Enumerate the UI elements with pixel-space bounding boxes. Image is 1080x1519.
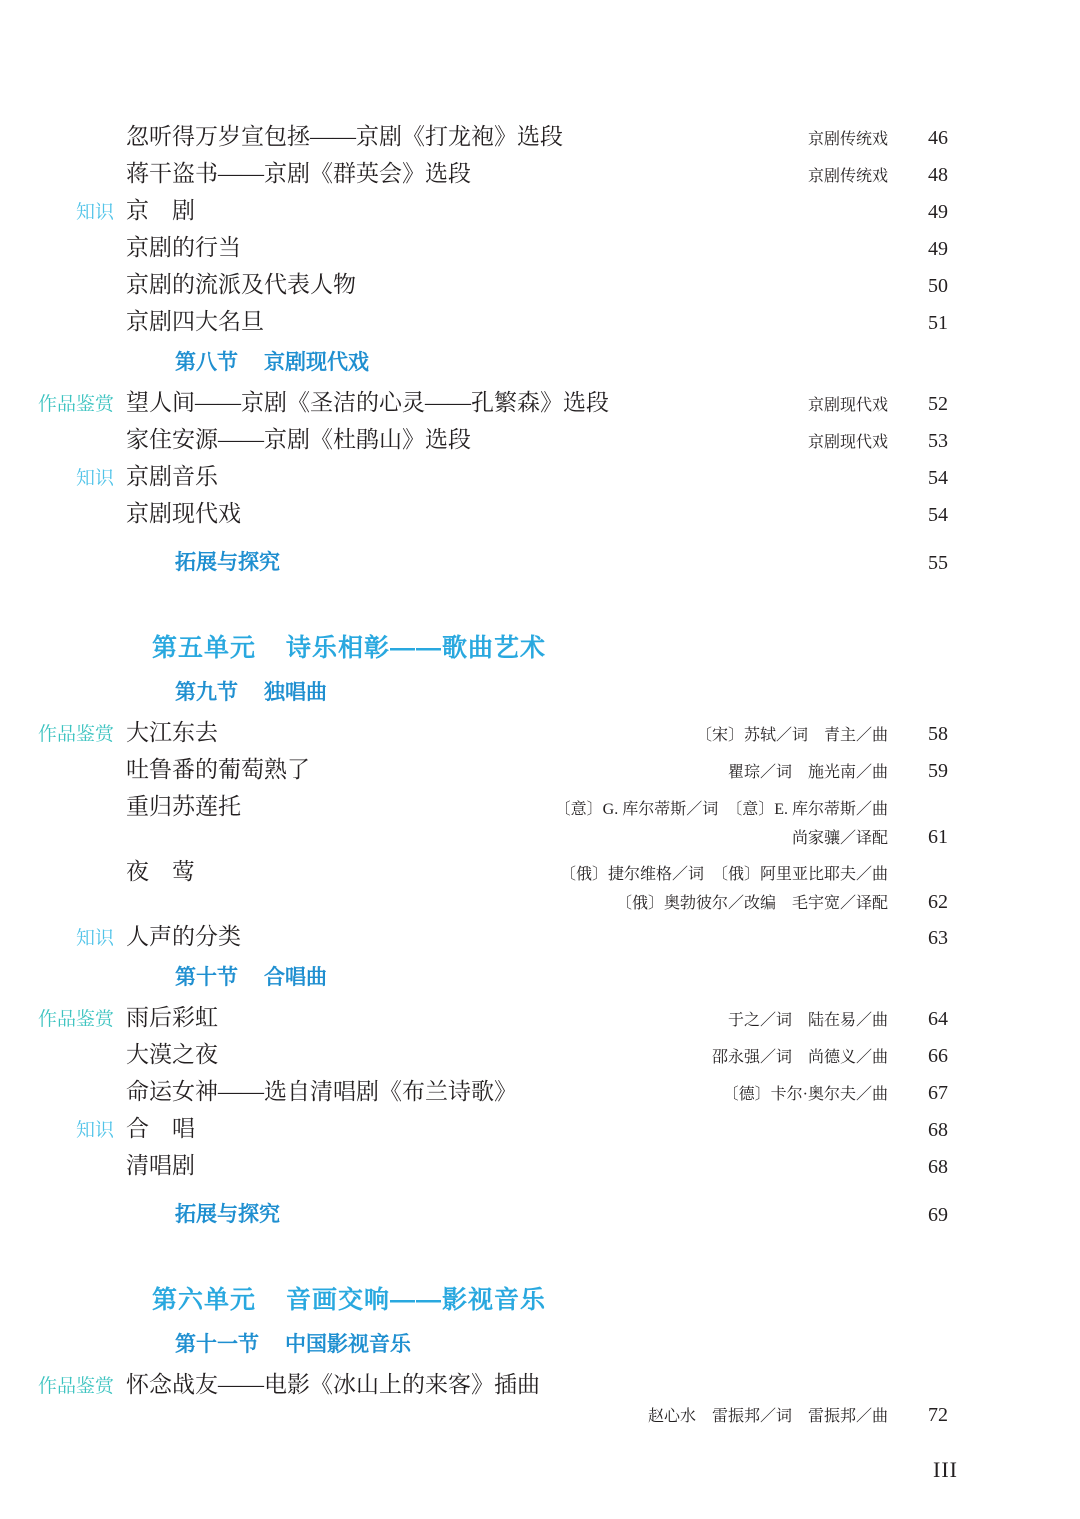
toc-entry-title: 人声的分类: [126, 924, 241, 949]
toc-entry-title: 雨后彩虹: [126, 1005, 218, 1030]
toc-entry-title: 忽听得万岁宣包拯——京剧《打龙袍》选段: [126, 124, 563, 149]
toc-entry-continuation: [0, 890, 1080, 914]
toc-entry-meta: 于之／词 陆在易／曲: [727, 1012, 888, 1029]
toc-entry-title: 京剧音乐: [126, 464, 218, 489]
toc-entry[interactable]: [0, 918, 1080, 951]
toc-entry[interactable]: [0, 192, 1080, 225]
toc-entry[interactable]: [0, 155, 1080, 188]
toc-entry-tag: 知识: [75, 1120, 114, 1141]
toc-section-label: 第九节: [175, 681, 238, 704]
toc-section-heading[interactable]: [0, 961, 1080, 991]
toc-entry[interactable]: [0, 495, 1080, 528]
toc-entry-page: 49: [928, 238, 948, 260]
toc-entry-title: 京剧四大名旦: [126, 309, 264, 334]
toc-section-title: 中国影视音乐: [285, 1333, 411, 1356]
toc-entry[interactable]: [0, 714, 1080, 747]
toc-entry-title: 夜 莺: [126, 859, 195, 884]
toc-entry-page: 54: [928, 467, 948, 489]
toc-entry-meta: 京剧现代戏: [807, 397, 888, 414]
toc-entry-tag: 知识: [75, 468, 114, 489]
toc-entry-page: 49: [928, 201, 948, 223]
toc-unit-label: 第五单元: [152, 634, 257, 662]
toc-entry[interactable]: [0, 384, 1080, 417]
toc-entry-page: 48: [928, 164, 948, 186]
toc-section-label: 第十一节: [175, 1333, 259, 1356]
toc-entry-tag: 作品鉴赏: [37, 394, 114, 415]
toc-entry-tag: 知识: [75, 202, 114, 223]
toc-entry-title: 京 剧: [126, 198, 195, 223]
table-of-contents: [0, 118, 1080, 1431]
toc-entry-title: 京剧的流派及代表人物: [126, 272, 356, 297]
toc-entry-page: 52: [928, 393, 948, 415]
toc-entry-page: 68: [928, 1156, 948, 1178]
toc-entry-tag: 作品鉴赏: [37, 1009, 114, 1030]
toc-entry-meta: 京剧传统戏: [807, 131, 888, 148]
toc-entry-title: 重归苏莲托: [126, 794, 241, 819]
toc-entry-page: 66: [928, 1045, 948, 1067]
toc-entry-page: 46: [928, 127, 948, 149]
toc-entry-page: 67: [928, 1082, 948, 1104]
toc-entry-title: 望人间——京剧《圣洁的心灵——孔繁森》选段: [126, 390, 609, 415]
toc-unit-heading[interactable]: [0, 1280, 1080, 1316]
toc-entry[interactable]: [0, 229, 1080, 262]
toc-entry[interactable]: [0, 266, 1080, 299]
toc-entry[interactable]: [0, 1147, 1080, 1180]
toc-entry-title: 命运女神——选自清唱剧《布兰诗歌》: [126, 1079, 517, 1104]
toc-entry-title: 清唱剧: [126, 1153, 195, 1178]
toc-entry-page: 61: [928, 826, 948, 848]
toc-entry-title: 京剧的行当: [126, 235, 241, 260]
toc-entry-page: 63: [928, 927, 948, 949]
toc-entry-meta: 〔俄〕捷尔维格／词 〔俄〕阿里亚比耶夫／曲: [559, 866, 888, 883]
toc-entry-page: 53: [928, 430, 948, 452]
toc-section-heading[interactable]: [0, 676, 1080, 706]
toc-extension-page: 69: [928, 1204, 948, 1226]
toc-entry-meta: 瞿琮／词 施光南／曲: [727, 764, 888, 781]
toc-entry-meta: 邵永强／词 尚德义／曲: [711, 1049, 888, 1066]
toc-entry[interactable]: [0, 303, 1080, 336]
toc-entry-tag: 知识: [75, 928, 114, 949]
toc-entry-page: 50: [928, 275, 948, 297]
toc-entry[interactable]: [0, 1036, 1080, 1069]
toc-extension-row[interactable]: [0, 1198, 1080, 1228]
toc-section-title: 京剧现代戏: [264, 351, 369, 374]
toc-entry-title: 家住安源——京剧《杜鹃山》选段: [126, 427, 471, 452]
toc-entry-page: 58: [928, 723, 948, 745]
toc-entry-page: 54: [928, 504, 948, 526]
toc-entry-continuation: [0, 1403, 1080, 1427]
toc-entry-meta: 〔意〕G. 库尔蒂斯／词 〔意〕E. 库尔蒂斯／曲: [554, 801, 888, 818]
toc-entry-meta: 京剧现代戏: [807, 434, 888, 451]
toc-extension-row[interactable]: [0, 546, 1080, 576]
toc-entry-meta: 〔宋〕苏轼／词 青主／曲: [695, 727, 888, 744]
toc-entry-page: 59: [928, 760, 948, 782]
toc-entry-page: 64: [928, 1008, 948, 1030]
toc-entry-page: 51: [928, 312, 948, 334]
toc-entry[interactable]: [0, 421, 1080, 454]
toc-entry-title: 大江东去: [126, 720, 218, 745]
toc-entry-continuation: [0, 825, 1080, 849]
folio-page-number: III: [933, 1457, 958, 1482]
toc-section-label: 第十节: [175, 966, 238, 989]
toc-entry-meta: 〔德〕卡尔·奥尔夫／曲: [722, 1086, 888, 1103]
toc-entry-meta: 赵心水 雷振邦／词 雷振邦／曲: [647, 1408, 888, 1425]
toc-unit-title: 音画交响——影视音乐: [286, 1286, 547, 1314]
toc-entry-title: 大漠之夜: [126, 1042, 218, 1067]
toc-extension-title: 拓展与探究: [175, 551, 280, 574]
toc-unit-title: 诗乐相彰——歌曲艺术: [286, 634, 547, 662]
toc-entry[interactable]: [0, 1073, 1080, 1106]
toc-entry-title: 合 唱: [126, 1116, 195, 1141]
toc-entry[interactable]: [0, 118, 1080, 151]
toc-entry[interactable]: [0, 788, 1080, 821]
toc-entry-meta: 京剧传统戏: [807, 168, 888, 185]
toc-entry-page: 72: [928, 1404, 948, 1426]
toc-entry-page: 62: [928, 891, 948, 913]
toc-entry[interactable]: [0, 999, 1080, 1032]
toc-section-heading[interactable]: [0, 346, 1080, 376]
toc-entry-title: 蒋干盗书——京剧《群英会》选段: [126, 161, 471, 186]
toc-entry[interactable]: [0, 1110, 1080, 1143]
toc-unit-label: 第六单元: [152, 1286, 257, 1314]
toc-extension-title: 拓展与探究: [175, 1203, 280, 1226]
toc-entry-title: 京剧现代戏: [126, 501, 241, 526]
toc-section-label: 第八节: [175, 351, 238, 374]
toc-entry-meta: 〔俄〕奥勃彼尔／改编 毛宇宽／译配: [615, 895, 888, 912]
toc-entry-tag: 作品鉴赏: [37, 1376, 114, 1397]
toc-entry-page: 68: [928, 1119, 948, 1141]
toc-entry-title: 吐鲁番的葡萄熟了: [126, 757, 310, 782]
toc-entry[interactable]: [0, 751, 1080, 784]
toc-section-title: 独唱曲: [264, 681, 327, 704]
toc-entry[interactable]: [0, 458, 1080, 491]
toc-unit-heading[interactable]: [0, 628, 1080, 664]
toc-extension-page: 55: [928, 552, 948, 574]
toc-entry-title: 怀念战友——电影《冰山上的来客》插曲: [126, 1372, 540, 1397]
toc-entry[interactable]: [0, 1366, 1080, 1399]
toc-entry[interactable]: [0, 853, 1080, 886]
toc-entry-tag: 作品鉴赏: [37, 724, 114, 745]
toc-entry-meta: 尚家骧／译配: [791, 830, 888, 847]
toc-section-title: 合唱曲: [264, 966, 327, 989]
toc-section-heading[interactable]: [0, 1328, 1080, 1358]
